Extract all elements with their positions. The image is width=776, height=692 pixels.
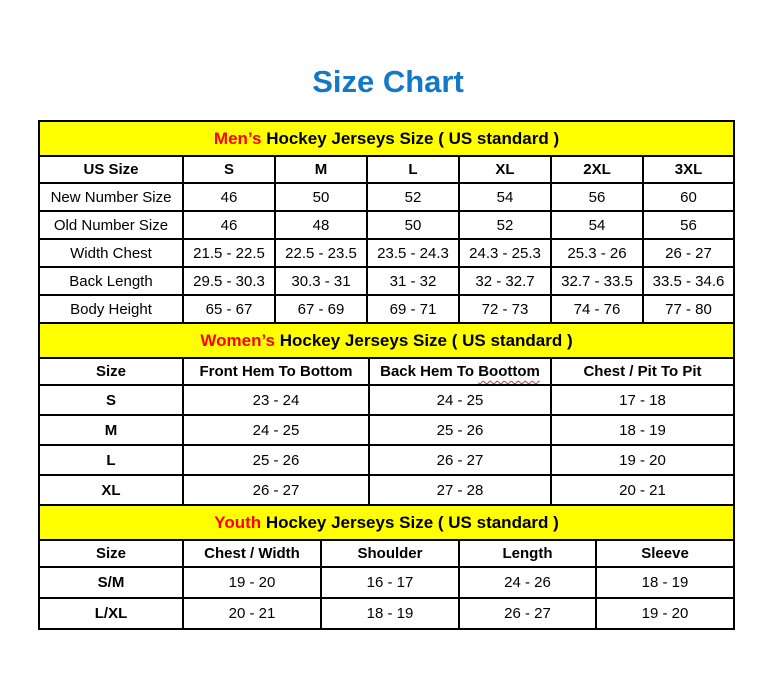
value-cell: 33.5 - 34.6 — [643, 267, 734, 295]
value-cell: 26 - 27 — [183, 475, 369, 505]
value-cell: 23 - 24 — [183, 385, 369, 415]
value-cell: 31 - 32 — [367, 267, 459, 295]
column-header-cell: Sleeve — [596, 540, 734, 567]
value-cell: 26 - 27 — [369, 445, 551, 475]
value-cell: 67 - 69 — [275, 295, 367, 323]
table-row — [39, 323, 734, 358]
value-cell: 32.7 - 33.5 — [551, 267, 643, 295]
value-cell: 24 - 26 — [459, 567, 596, 598]
column-header-cell: 2XL — [551, 156, 643, 183]
value-cell: 25 - 26 — [369, 415, 551, 445]
value-cell: 74 - 76 — [551, 295, 643, 323]
value-cell: 19 - 20 — [551, 445, 734, 475]
youth-banner-rest: Hockey Jerseys Size ( US standard ) — [261, 512, 559, 532]
value-cell: 18 - 19 — [596, 567, 734, 598]
row-label-cell: L — [39, 445, 183, 475]
table-row — [39, 445, 734, 475]
column-header-cell: Chest / Pit To Pit — [551, 358, 734, 385]
value-cell: 46 — [183, 211, 275, 239]
value-cell: 72 - 73 — [459, 295, 551, 323]
column-header-cell: 3XL — [643, 156, 734, 183]
column-header-cell: M — [275, 156, 367, 183]
misspelled-word: Boottom — [478, 363, 540, 380]
womens-banner-highlight: Women’s — [200, 330, 275, 350]
value-cell: 24.3 - 25.3 — [459, 239, 551, 267]
row-label-cell: XL — [39, 475, 183, 505]
row-label-cell: S/M — [39, 567, 183, 598]
table-row — [39, 598, 734, 629]
column-header-cell: S — [183, 156, 275, 183]
table-row — [39, 385, 734, 415]
mens-banner — [39, 121, 734, 156]
row-label-cell: Back Length — [39, 267, 183, 295]
womens-banner — [39, 323, 734, 358]
table-row — [39, 239, 734, 267]
value-cell: 29.5 - 30.3 — [183, 267, 275, 295]
row-label-cell: L/XL — [39, 598, 183, 629]
value-cell: 26 - 27 — [459, 598, 596, 629]
row-label-cell: Body Height — [39, 295, 183, 323]
value-cell: 69 - 71 — [367, 295, 459, 323]
value-cell: 17 - 18 — [551, 385, 734, 415]
value-cell: 65 - 67 — [183, 295, 275, 323]
value-cell: 23.5 - 24.3 — [367, 239, 459, 267]
value-cell: 52 — [367, 183, 459, 211]
value-cell: 50 — [367, 211, 459, 239]
table-row — [39, 415, 734, 445]
row-label-cell: M — [39, 415, 183, 445]
table-row — [39, 295, 734, 323]
value-cell: 19 - 20 — [183, 567, 321, 598]
table-row — [39, 567, 734, 598]
value-cell: 20 - 21 — [183, 598, 321, 629]
column-header-cell: Front Hem To Bottom — [183, 358, 369, 385]
column-header-cell: Size — [39, 358, 183, 385]
value-cell: 16 - 17 — [321, 567, 459, 598]
size-chart-sheet — [38, 120, 733, 630]
mens-size-table — [38, 120, 735, 324]
table-row — [39, 540, 734, 567]
value-cell: 19 - 20 — [596, 598, 734, 629]
row-label-cell: Old Number Size — [39, 211, 183, 239]
column-header-cell: L — [367, 156, 459, 183]
value-cell: 25.3 - 26 — [551, 239, 643, 267]
youth-banner — [39, 505, 734, 540]
column-header-cell: Length — [459, 540, 596, 567]
value-cell: 48 — [275, 211, 367, 239]
column-header-cell: Chest / Width — [183, 540, 321, 567]
value-cell: 20 - 21 — [551, 475, 734, 505]
table-row — [39, 358, 734, 385]
womens-size-table — [38, 322, 735, 506]
value-cell: 54 — [459, 183, 551, 211]
value-cell: 60 — [643, 183, 734, 211]
youth-size-table — [38, 504, 735, 630]
page-title: Size Chart — [312, 64, 464, 99]
value-cell: 52 — [459, 211, 551, 239]
value-cell: 27 - 28 — [369, 475, 551, 505]
youth-banner-highlight: Youth — [214, 512, 262, 532]
row-label-cell: New Number Size — [39, 183, 183, 211]
value-cell: 30.3 - 31 — [275, 267, 367, 295]
column-header-cell: US Size — [39, 156, 183, 183]
mens-banner-highlight: Men’s — [213, 128, 262, 148]
column-header-text: Back Hem To — [380, 363, 479, 380]
column-header-cell — [369, 358, 551, 385]
column-header-cell: Size — [39, 540, 183, 567]
value-cell: 56 — [551, 183, 643, 211]
table-row — [39, 505, 734, 540]
table-row — [39, 475, 734, 505]
value-cell: 46 — [183, 183, 275, 211]
column-header-cell: Shoulder — [321, 540, 459, 567]
value-cell: 77 - 80 — [643, 295, 734, 323]
value-cell: 26 - 27 — [643, 239, 734, 267]
mens-banner-rest: Hockey Jerseys Size ( US standard ) — [261, 128, 560, 148]
value-cell: 50 — [275, 183, 367, 211]
value-cell: 24 - 25 — [183, 415, 369, 445]
value-cell: 21.5 - 22.5 — [183, 239, 275, 267]
column-header-cell: XL — [459, 156, 551, 183]
value-cell: 54 — [551, 211, 643, 239]
value-cell: 18 - 19 — [321, 598, 459, 629]
womens-banner-rest: Hockey Jerseys Size ( US standard ) — [275, 330, 573, 350]
table-row — [39, 183, 734, 211]
value-cell: 25 - 26 — [183, 445, 369, 475]
value-cell: 32 - 32.7 — [459, 267, 551, 295]
value-cell: 18 - 19 — [551, 415, 734, 445]
table-row — [39, 121, 734, 156]
value-cell: 22.5 - 23.5 — [275, 239, 367, 267]
row-label-cell: Width Chest — [39, 239, 183, 267]
table-row — [39, 211, 734, 239]
row-label-cell: S — [39, 385, 183, 415]
value-cell: 56 — [643, 211, 734, 239]
table-row — [39, 267, 734, 295]
table-row — [39, 156, 734, 183]
value-cell: 24 - 25 — [369, 385, 551, 415]
